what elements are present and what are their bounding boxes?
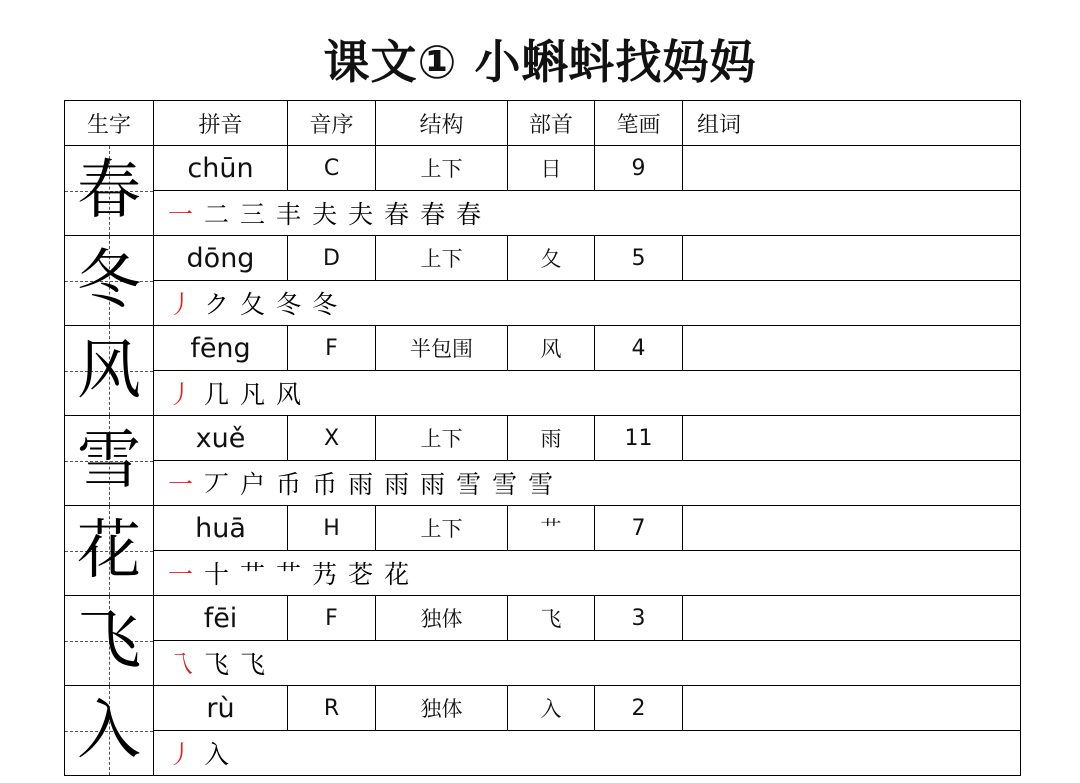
stroke-order-row — [65, 461, 1021, 506]
table-body — [65, 146, 1021, 776]
stroke-step: 三 — [240, 200, 266, 229]
initial-cell: H — [288, 506, 376, 551]
stroke-step: 春 — [420, 200, 446, 229]
table-row — [65, 686, 1021, 731]
table-row — [65, 326, 1021, 371]
stroke-step: 艹 — [276, 560, 302, 589]
initial-cell: X — [288, 416, 376, 461]
stroke-order-cell — [154, 731, 1021, 776]
stroke-step: 夫 — [312, 200, 338, 229]
stroke-step: 丆 — [204, 470, 230, 499]
stroke-step: 风 — [276, 380, 302, 409]
character-glyph: 春 — [77, 153, 141, 228]
stroke-step: 丿 — [168, 380, 194, 409]
initial-cell: R — [288, 686, 376, 731]
stroke-count-cell: 9 — [595, 146, 683, 191]
character-glyph: 风 — [77, 333, 141, 408]
stroke-step: 入 — [204, 740, 230, 769]
initial-cell: F — [288, 326, 376, 371]
stroke-order-cell — [154, 641, 1021, 686]
stroke-step: 币 — [312, 470, 338, 499]
character-glyph: 冬 — [77, 243, 141, 318]
header-character: 生字 — [65, 101, 154, 146]
character-glyph: 入 — [77, 693, 141, 768]
pinyin-cell: dōng — [154, 236, 288, 281]
word-building-cell[interactable] — [683, 146, 1021, 191]
table-row — [65, 506, 1021, 551]
radical-cell: 日 — [508, 146, 595, 191]
stroke-step: 丿 — [168, 740, 194, 769]
table-row — [65, 236, 1021, 281]
header-structure: 结构 — [376, 101, 508, 146]
initial-cell: D — [288, 236, 376, 281]
initial-cell: F — [288, 596, 376, 641]
stroke-step: 芲 — [348, 560, 374, 589]
stroke-order-row — [65, 191, 1021, 236]
character-glyph: 飞 — [77, 603, 141, 678]
stroke-step: 冬 — [312, 290, 338, 319]
stroke-step: 一 — [168, 200, 194, 229]
character-glyph: 花 — [77, 513, 141, 588]
pinyin-cell: rù — [154, 686, 288, 731]
word-building-cell[interactable] — [683, 236, 1021, 281]
stroke-step: 几 — [204, 380, 230, 409]
table-row — [65, 596, 1021, 641]
character-table — [64, 100, 1020, 772]
radical-cell: 入 — [508, 686, 595, 731]
stroke-step: 乁 — [168, 650, 194, 679]
stroke-order-cell — [154, 371, 1021, 416]
word-building-cell[interactable] — [683, 506, 1021, 551]
header-initial: 音序 — [288, 101, 376, 146]
stroke-order-row — [65, 551, 1021, 596]
character-cell — [65, 596, 154, 686]
pinyin-cell: chūn — [154, 146, 288, 191]
pinyin-cell: fēi — [154, 596, 288, 641]
stroke-step: 春 — [456, 200, 482, 229]
stroke-step: 丰 — [276, 200, 302, 229]
stroke-order-cell — [154, 461, 1021, 506]
character-cell — [65, 146, 154, 236]
header-word-building: 组词 — [683, 101, 1021, 146]
structure-cell: 上下 — [376, 146, 508, 191]
stroke-step: 雪 — [456, 470, 482, 499]
stroke-step: 花 — [384, 560, 410, 589]
stroke-order-cell — [154, 281, 1021, 326]
stroke-step: 冬 — [276, 290, 302, 319]
stroke-step: 户 — [240, 470, 266, 499]
structure-cell: 上下 — [376, 236, 508, 281]
stroke-step: 二 — [204, 200, 230, 229]
radical-cell: 风 — [508, 326, 595, 371]
stroke-step: 飞 — [240, 650, 266, 679]
character-cell — [65, 686, 154, 776]
table-row — [65, 416, 1021, 461]
stroke-step: 丿 — [168, 290, 194, 319]
pinyin-cell: fēng — [154, 326, 288, 371]
character-cell — [65, 326, 154, 416]
stroke-step: 币 — [276, 470, 302, 499]
stroke-count-cell: 11 — [595, 416, 683, 461]
pinyin-cell: huā — [154, 506, 288, 551]
radical-cell: 雨 — [508, 416, 595, 461]
structure-cell: 上下 — [376, 416, 508, 461]
structure-cell: 独体 — [376, 596, 508, 641]
stroke-step: 夂 — [240, 290, 266, 319]
stroke-step: 艿 — [312, 560, 338, 589]
stroke-order-row — [65, 731, 1021, 776]
stroke-step: 雨 — [420, 470, 446, 499]
table-row — [65, 146, 1021, 191]
stroke-step: 春 — [384, 200, 410, 229]
header-radical: 部首 — [508, 101, 595, 146]
stroke-step: 夫 — [348, 200, 374, 229]
stroke-step: 一 — [168, 470, 194, 499]
character-cell — [65, 506, 154, 596]
stroke-count-cell: 5 — [595, 236, 683, 281]
word-building-cell[interactable] — [683, 686, 1021, 731]
word-building-cell[interactable] — [683, 416, 1021, 461]
stroke-step: 雨 — [348, 470, 374, 499]
character-glyph: 雪 — [77, 423, 141, 498]
page-title: 课文① 小蝌蚪找妈妈 — [323, 35, 757, 89]
stroke-step: ク — [204, 290, 230, 319]
stroke-step: 一 — [168, 560, 194, 589]
stroke-count-cell: 3 — [595, 596, 683, 641]
stroke-step: 雪 — [492, 470, 518, 499]
stroke-order-row — [65, 371, 1021, 416]
character-cell — [65, 236, 154, 326]
header-stroke-count: 笔画 — [595, 101, 683, 146]
radical-cell: 艹 — [508, 506, 595, 551]
stroke-count-cell: 4 — [595, 326, 683, 371]
stroke-order-row — [65, 641, 1021, 686]
stroke-order-cell — [154, 551, 1021, 596]
header-pinyin: 拼音 — [154, 101, 288, 146]
stroke-order-row — [65, 281, 1021, 326]
initial-cell: C — [288, 146, 376, 191]
word-building-cell[interactable] — [683, 596, 1021, 641]
table-header-row — [65, 101, 1021, 146]
character-cell — [65, 416, 154, 506]
stroke-step: 飞 — [204, 650, 230, 679]
stroke-step: 艹 — [240, 560, 266, 589]
stroke-step: 十 — [204, 560, 230, 589]
structure-cell: 半包围 — [376, 326, 508, 371]
pinyin-cell: xuě — [154, 416, 288, 461]
radical-cell: 飞 — [508, 596, 595, 641]
structure-cell: 独体 — [376, 686, 508, 731]
stroke-step: 雨 — [384, 470, 410, 499]
stroke-step: 凡 — [240, 380, 266, 409]
structure-cell: 上下 — [376, 506, 508, 551]
word-building-cell[interactable] — [683, 326, 1021, 371]
stroke-step: 雪 — [528, 470, 554, 499]
stroke-order-cell — [154, 191, 1021, 236]
radical-cell: 夂 — [508, 236, 595, 281]
stroke-count-cell: 2 — [595, 686, 683, 731]
stroke-count-cell: 7 — [595, 506, 683, 551]
